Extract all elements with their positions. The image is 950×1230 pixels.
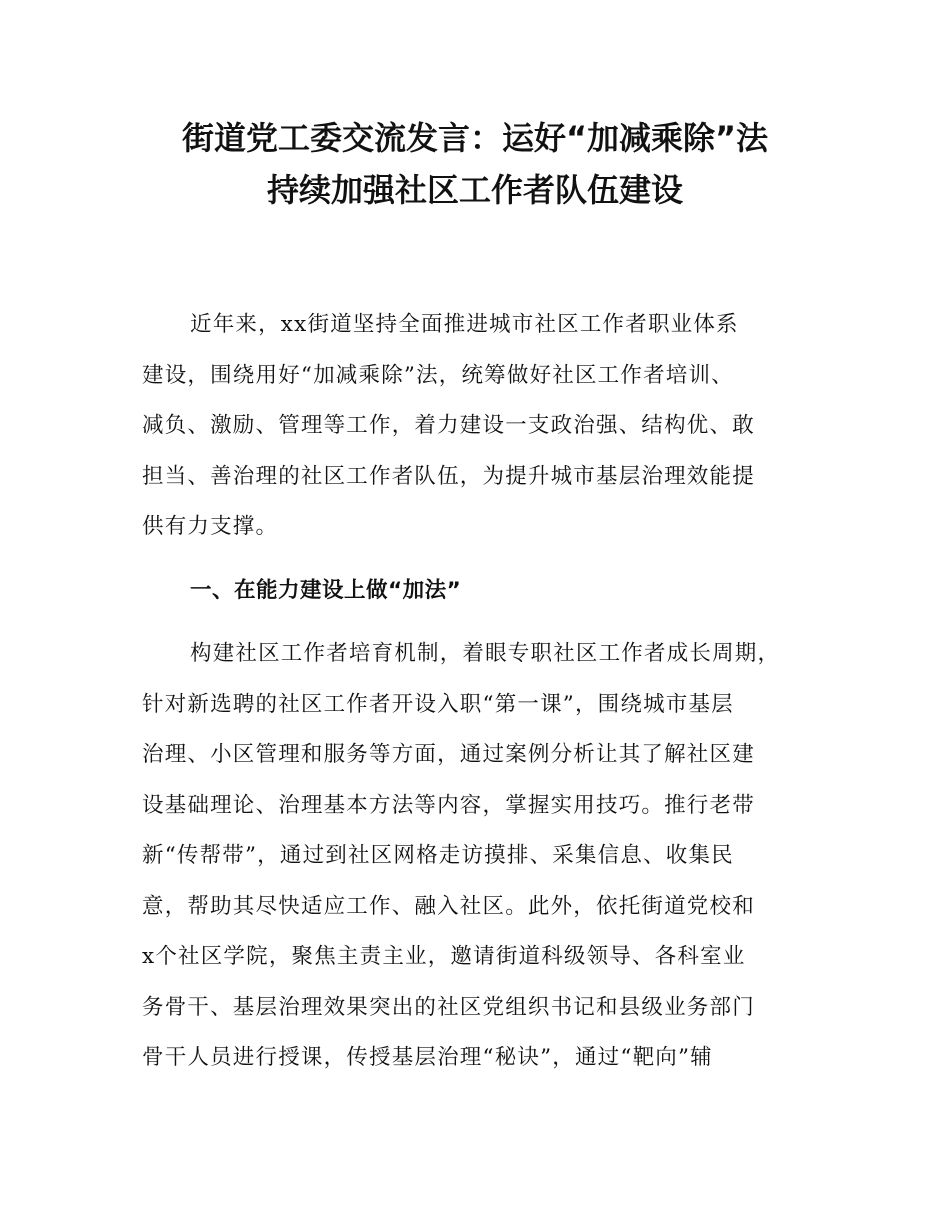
paragraph-line: 针对新选聘的社区工作者开设入职“第一课”，围绕城市基层 xyxy=(142,691,734,717)
title-line-2: 持续加强社区工作者队伍建设 xyxy=(266,171,683,209)
paragraph-intro xyxy=(142,300,832,553)
paragraph-section1 xyxy=(142,629,832,1084)
paragraph-line: x个社区学院，聚焦主责主业，邀请街道科级领导、各科室业 xyxy=(142,944,746,969)
paragraph-line: 务骨干、基层治理效果突出的社区党组织书记和县级业务部门 xyxy=(142,994,755,1020)
title-line-1: 街道党工委交流发言：运好“加减乘除”法 xyxy=(181,119,769,157)
paragraph-line: 治理、小区管理和服务等方面，通过案例分析让其了解社区建 xyxy=(142,742,755,767)
section-heading: 一、在能力建设上做“加法” xyxy=(190,577,462,603)
paragraph-line: 供有力支撑。 xyxy=(142,514,279,539)
paragraph-line: 近年来，xx街道坚持全面推进城市社区工作者职业体系 xyxy=(190,312,739,337)
paragraph-line: 意，帮助其尽快适应工作、融入社区。此外，依托街道党校和 xyxy=(142,893,755,919)
paragraph-line: 建设，围绕用好“加减乘除”法，统筹做好社区工作者培训、 xyxy=(142,362,734,388)
paragraph-line: 骨干人员进行授课，传授基层治理“秘诀”，通过“靶向”辅 xyxy=(142,1045,713,1070)
paragraph-line: 新“传帮带”，通过到社区网格走访摸排、采集信息、收集民 xyxy=(142,843,734,868)
paragraph-line: 减负、激励、管理等工作，着力建设一支政治强、结构优、敢 xyxy=(142,413,755,438)
document-body xyxy=(142,300,832,1084)
paragraph-line: 担当、善治理的社区工作者队伍，为提升城市基层治理效能提 xyxy=(142,463,755,489)
paragraph-line: 设基础理论、治理基本方法等内容，掌握实用技巧。推行老带 xyxy=(142,792,755,818)
document-title xyxy=(0,112,950,216)
paragraph-line: 构建社区工作者培育机制，着眼专职社区工作者成长周期， xyxy=(190,641,781,666)
